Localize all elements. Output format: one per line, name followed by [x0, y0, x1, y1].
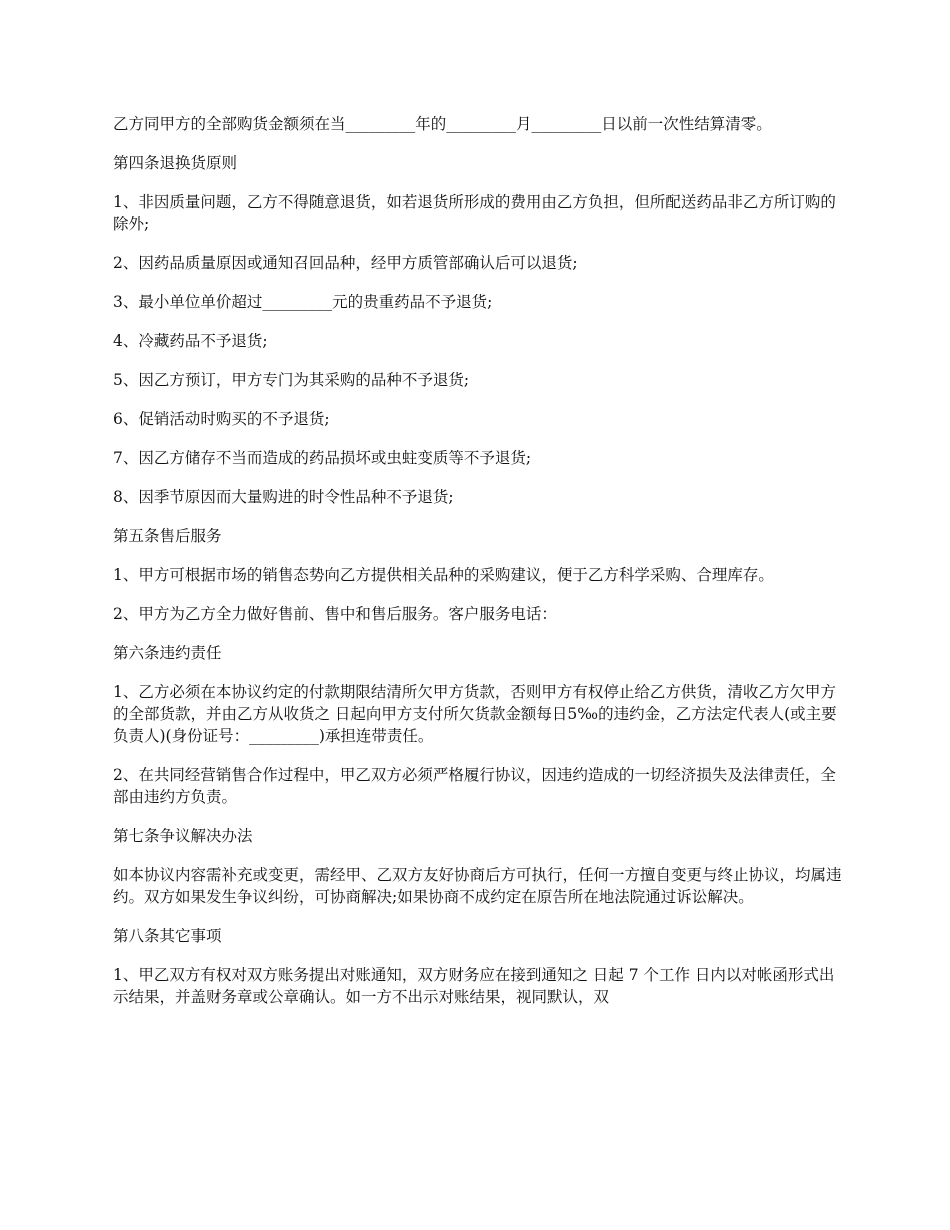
- paragraph-liability-2: 2、在共同经营销售合作过程中，甲乙双方必须严格履行协议，因违约造成的一切经济损失及法律责任，全部由违约方负责。: [113, 766, 836, 806]
- paragraph-return-rule-1: 1、非因质量问题，乙方不得随意退货，如若退货所形成的费用由乙方负担，但所配送药品非乙方所订购的除外;: [113, 193, 836, 233]
- paragraph-return-rule-4: 4、冷藏药品不予退货;: [113, 332, 268, 350]
- paragraph-dispute-resolution: 如本协议内容需补充或变更，需经甲、乙双方友好协商后方可执行，任何一方擅自变更与终止协议，均属违约。双方如果发生争议纠纷，可协商解决;如果协商不成约定在原告所在地法院通过诉讼解决。: [113, 866, 842, 906]
- section-heading-article-8: 第八条其它事项: [113, 927, 222, 945]
- paragraph-return-rule-7: 7、因乙方储存不当而造成的药品损坏或虫蛀变质等不予退货;: [113, 449, 532, 467]
- paragraph-other-1: 1、甲乙双方有权对双方账务提出对账通知，双方财务应在接到通知之 日起 7 个工作 日内以对帐函形式出示结果，并盖财务章或公章确认。如一方不出示对账结果，视同默认，双: [113, 966, 835, 1006]
- section-heading-article-5: 第五条售后服务: [113, 527, 222, 545]
- paragraph-return-rule-2: 2、因药品质量原因或通知召回品种，经甲方质管部确认后可以退货;: [113, 254, 578, 272]
- paragraph-settlement-deadline: 乙方同甲方的全部购货金额须在当_________年的_________月_________日以前一次性结算清零。: [113, 115, 772, 133]
- section-heading-article-6: 第六条违约责任: [113, 644, 222, 662]
- paragraph-return-rule-6: 6、促销活动时购买的不予退货;: [113, 410, 330, 428]
- paragraph-return-rule-3: 3、最小单位单价超过_________元的贵重药品不予退货;: [113, 293, 493, 311]
- paragraph-service-1: 1、甲方可根据市场的销售态势向乙方提供相关品种的采购建议，便于乙方科学采购、合理库存。: [113, 566, 774, 584]
- section-heading-article-4: 第四条退换货原则: [113, 154, 238, 172]
- paragraph-return-rule-5: 5、因乙方预订，甲方专门为其采购的品种不予退货;: [113, 371, 470, 389]
- section-heading-article-7: 第七条争议解决办法: [113, 827, 253, 845]
- paragraph-return-rule-8: 8、因季节原因而大量购进的时令性品种不予退货;: [113, 488, 454, 506]
- document-page: [113, 113, 848, 1025]
- paragraph-liability-1: 1、乙方必须在本协议约定的付款期限结清所欠甲方货款，否则甲方有权停止给乙方供货，清收乙方欠甲方的全部货款，并由乙方从收货之 日起向甲方支付所欠货款金额每日5‰的违约金，乙方法定代表人(或主要负责人)(身份证号：_________)承担连带责任。: [113, 683, 837, 745]
- paragraph-service-2: 2、甲方为乙方全力做好售前、售中和售后服务。客户服务电话：: [113, 605, 557, 623]
